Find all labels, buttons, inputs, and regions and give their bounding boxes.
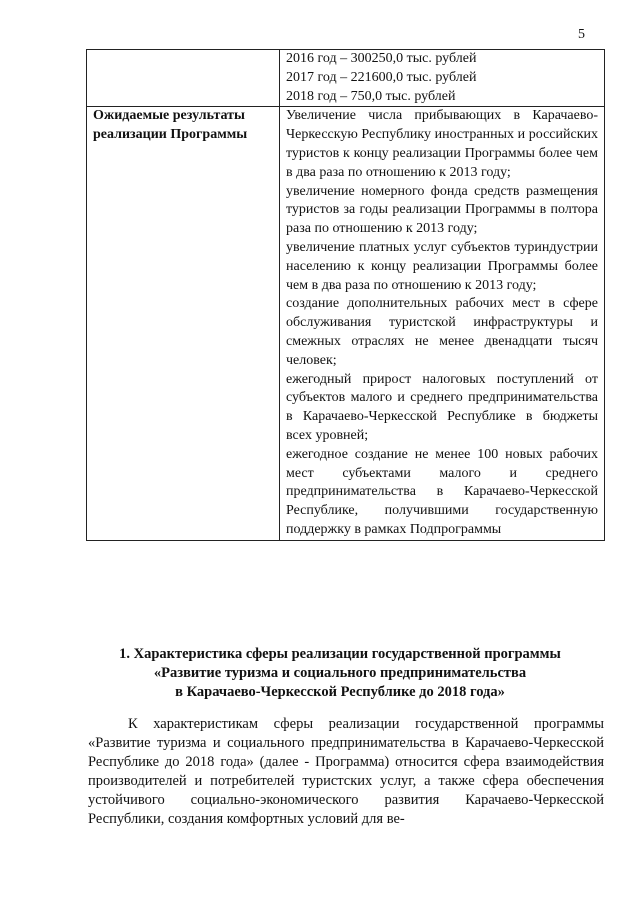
result-item-tax: ежегодный прирост налоговых поступлений от субъектов малого и среднего предпринимательства в Карачаево-Черкесской Республике в бюджеты всех уровней; — [286, 371, 598, 443]
funding-line-2018: 2018 год – 750,0 тыс. рублей — [286, 88, 456, 104]
result-item-new-jobs: ежегодное создание не менее 100 новых рабочих мест субъектами малого и среднего предпринимательства в Карачаево-Черкесской Республике, получившими государственную поддержку в рамках Подпрограммы — [286, 446, 598, 537]
program-passport-table — [86, 49, 605, 541]
funding-label-cell — [87, 50, 280, 107]
section-heading-line-2: «Развитие туризма и социального предпринимательства — [153, 665, 527, 681]
result-item-rooms: увеличение номерного фонда средств размещения туристов за годы реализации Программы в полтора раза по отношению к 2013 году; — [286, 183, 598, 237]
results-cell — [280, 107, 605, 540]
results-label: Ожидаемые результаты реализации Программы — [87, 107, 280, 540]
funding-cell — [280, 50, 605, 107]
section-paragraph: К характеристикам сферы реализации государственной программы «Развитие туризма и социального предпринимательства в Карачаево-Черкесской Республике до 2018 года» (далее - Программа) относится сфера взаимодействия производителей и потребителей туристских услуг, а также сфера обеспечения устойчивого социально-экономического развития Карачаево-Черкесской Республики, создания комфортных условий для ве- — [88, 716, 604, 827]
page-number: 5 — [578, 27, 585, 42]
result-item-tourists: Увеличение числа прибывающих в Карачаево-Черкесскую Республику иностранных и российских туристов к концу реализации Программы более чем в два раза по отношению к 2013 году; — [286, 108, 598, 180]
result-item-paid-services: увеличение платных услуг субъектов туриндустрии населению к концу реализации Программы более чем в два раза по отношению к 2013 году; — [286, 239, 598, 293]
table-row-funding — [87, 50, 605, 107]
table-row-results — [87, 107, 605, 540]
funding-line-2016: 2016 год – 300250,0 тыс. рублей — [286, 51, 477, 66]
funding-line-2017: 2017 год – 221600,0 тыс. рублей — [286, 69, 477, 85]
result-item-jobs: создание дополнительных рабочих мест в сфере обслуживания туристской инфраструктуры и смежных отраслях не менее двенадцати тысяч человек; — [286, 296, 598, 368]
section-heading-line-3: в Карачаево-Черкесской Республике до 2018 года» — [175, 684, 505, 700]
section-heading — [60, 645, 620, 702]
section-heading-line-1: 1. Характеристика сферы реализации государственной программы — [119, 646, 561, 662]
